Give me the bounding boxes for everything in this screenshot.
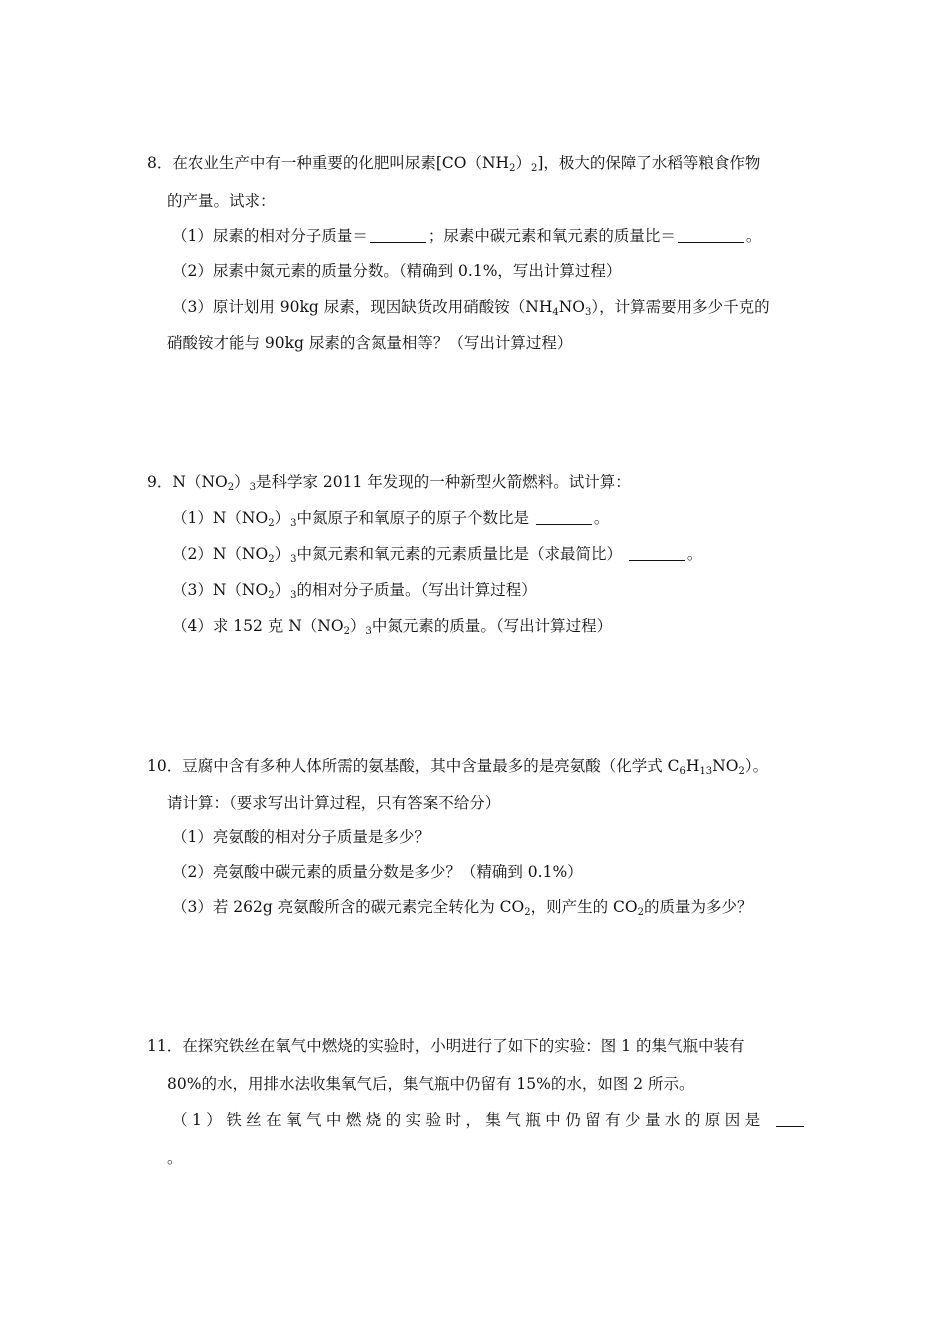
question-8-part-3: （3）原计划用 90kg 尿素，现因缺货改用硝酸铵$(NH_4NO_3)$，计算需要用多少千克的	[172, 298, 770, 318]
answer-blank[interactable]	[370, 227, 426, 243]
question-11-part-1-end: 。	[167, 1149, 183, 1167]
question-10-part-1: （1）亮氨酸的相对分子质量是多少？	[172, 828, 430, 846]
question-8-part-3-cont: 硝酸铵才能与 90kg 尿素的含氮量相等？（写出计算过程）	[167, 334, 573, 352]
question-8-part-1: （1）尿素的相对分子质量＝ ；尿素中碳元素和氧元素的质量比＝ 。	[172, 227, 762, 245]
question-8-stem-cont: 的产量。试求：	[167, 192, 276, 210]
question-number: 9．	[147, 473, 173, 491]
question-9-part-3: $(3)N(NO_2)_3$的相对分子质量。（写出计算过程）	[172, 581, 537, 601]
question-9-part-2: $(2)N(NO_2)_3$中氮元素和氧元素的元素质量比是（求最简比） 。	[172, 545, 703, 565]
question-11-part-1: （1）铁丝在氧气中燃烧的实验时，集气瓶中仍留有少量水的原因是	[172, 1110, 806, 1130]
answer-blank[interactable]	[776, 1111, 804, 1127]
question-number: 11．	[147, 1037, 183, 1055]
question-10-stem-cont: 请计算：（要求写出计算过程，只有答案不给分）	[167, 794, 501, 812]
question-8-stem: 8．在农业生产中有一种重要的化肥叫尿素$[CO(NH_2)_2]$，极大的保障了水稻等粮食作物	[147, 154, 761, 174]
answer-blank[interactable]	[536, 509, 592, 525]
question-9-stem: 9．$N(NO_2)_3$是科学家 2011 年发现的一种新型火箭燃料。试计算：	[147, 473, 631, 493]
question-11-stem-cont: 80%的水，用排水法收集氧气后，集气瓶中仍留有 15%的水，如图 2 所示。	[167, 1075, 695, 1093]
question-11-stem: 11．在探究铁丝在氧气中燃烧的实验时，小明进行了如下的实验：图 1 的集气瓶中装有	[147, 1037, 745, 1055]
question-10-stem: 10．豆腐中含有多种人体所需的氨基酸，其中含量最多的是亮氨酸（化学式 $C_6H_{13}NO_2$）。	[147, 757, 769, 777]
question-number: 10．	[147, 757, 183, 775]
question-8-part-2: （2）尿素中氮元素的质量分数。（精确到 0.1%，写出计算过程）	[172, 262, 622, 280]
question-9-part-4: （4）求 152 克 $N(NO_2)_3$中氮元素的质量。（写出计算过程）	[172, 617, 613, 637]
question-number: 8．	[147, 154, 173, 172]
question-10-part-2: （2）亮氨酸中碳元素的质量分数是多少？（精确到 0.1%）	[172, 863, 583, 881]
question-10-part-3: （3）若 262g 亮氨酸所含的碳元素完全转化为 $CO_2$，则产生的 $CO_2$的质量为多少？	[172, 898, 753, 918]
question-9-part-1: $(1)N(NO_2)_3$中氮原子和氧原子的原子个数比是 。	[172, 509, 610, 529]
answer-blank[interactable]	[629, 545, 685, 561]
answer-blank[interactable]	[678, 227, 744, 243]
